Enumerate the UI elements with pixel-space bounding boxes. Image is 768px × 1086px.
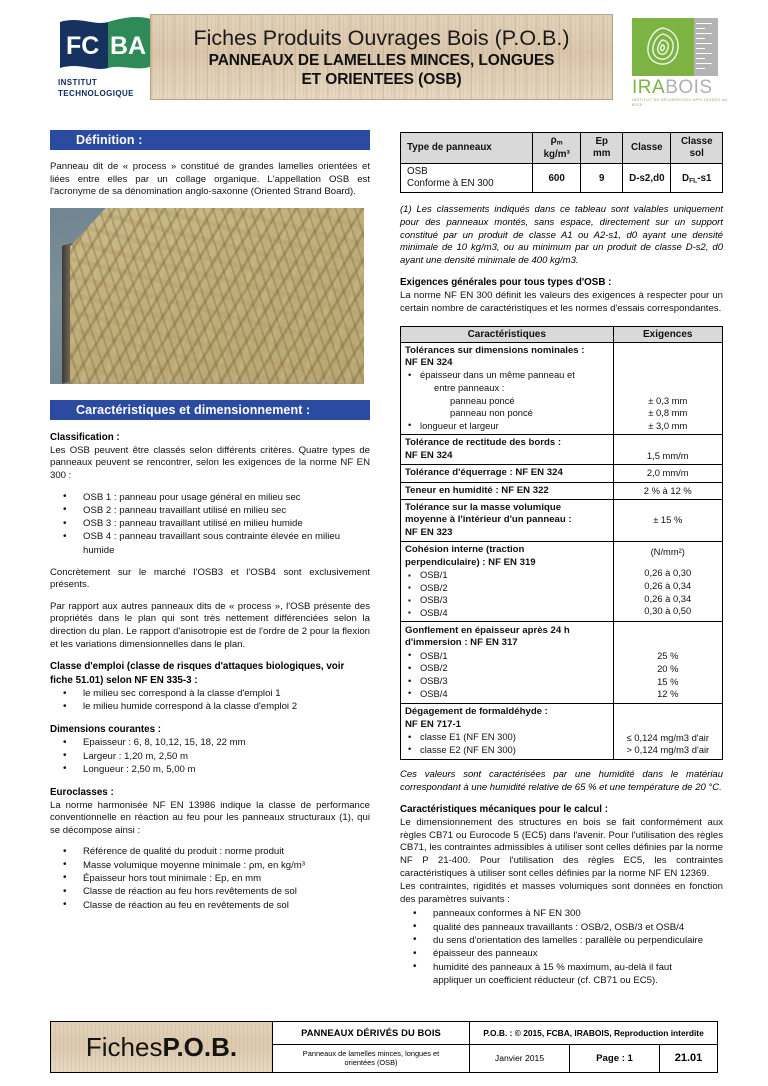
cell-gonflement-values: 25 % 20 % 15 % 12 % xyxy=(613,622,722,703)
table-row xyxy=(401,542,723,622)
dimensions-lead: Dimensions courantes : xyxy=(50,724,162,736)
table-header-row xyxy=(401,326,723,342)
euroclasses-lead: Euroclasses : xyxy=(50,786,114,798)
col-header-type: Type de panneaux xyxy=(401,133,533,164)
footer-description: Panneaux de lamelles minces, longues et orientées (OSB) xyxy=(273,1045,470,1072)
cell-rectitude: Tolérance de rectitude des bords : NF EN 324 xyxy=(401,435,614,465)
cell-rectitude-value: 1,5 mm/m xyxy=(613,435,722,465)
note-valeurs-humidite: Ces valeurs sont caractérisées par une humidité dans le matériau correspondant à une humidité relative de 65 % et une température de 20 °C. xyxy=(400,768,723,793)
cell-classe-sol: $D_{FL}-s1$ xyxy=(671,164,723,193)
list-item: • OSB/3 xyxy=(405,675,609,688)
cell-formaldehyde-values: ≤ 0,124 mg/m3 d'air > 0,124 mg/m3 d'air xyxy=(613,703,722,759)
col-header-classe: Classe xyxy=(623,133,671,164)
document-header xyxy=(0,0,768,118)
list-item: • OSB 4 : panneau travaillant sous contrainte élevée en milieu xyxy=(50,531,370,544)
list-item: • Longueur : 2,50 m, 5,00 m xyxy=(50,764,370,777)
list-item: • OSB/1 xyxy=(405,650,609,663)
list-item: • classe E2 (NF EN 300) xyxy=(405,744,609,757)
list-item: • épaisseur des panneaux xyxy=(400,948,723,961)
footer-row-bottom xyxy=(273,1045,717,1072)
footer-logo-text: Fiches xyxy=(85,1031,163,1062)
osb-panel-surface xyxy=(70,208,364,384)
mecaniques-list xyxy=(400,908,723,987)
footer-copyright: P.O.B. : © 2015, FCBA, IRABOIS, Reproduction interdite xyxy=(483,1027,704,1038)
euroclasses-list xyxy=(50,846,370,912)
list-item: • du sens d'orientation des lamelles : parallèle ou perpendiculaire xyxy=(400,935,723,948)
list-item: • panneaux conformes à NF EN 300 xyxy=(400,908,723,921)
dimensions-list xyxy=(50,737,370,776)
list-item: • OSB 1 : panneau pour usage général en milieu sec xyxy=(50,492,370,505)
exigences-paragraph: La norme NF EN 300 définit les valeurs des exigences à respecter pour un certain nombre de caractéristiques et les normes d'essais correspondantes. xyxy=(400,290,723,315)
document-title: Fiches Produits Ouvrages Bois (P.O.B.) xyxy=(193,26,570,50)
table-row xyxy=(401,703,723,759)
cohesion-unit: (N/mm²) xyxy=(650,545,685,557)
fcba-logo xyxy=(58,16,162,108)
list-item: • Épaisseur hors tout minimale : Ep, en mm xyxy=(50,873,370,886)
cell-masse-volumique: Tolérance sur la masse volumique moyenne à l'intérieur d'un panneau : NF EN 323 xyxy=(401,500,614,542)
cell-masse-volumique-value: ± 15 % xyxy=(613,500,722,542)
list-item: • OSB/2 xyxy=(405,662,609,675)
table-header-row xyxy=(401,133,723,164)
table-row xyxy=(401,500,723,542)
list-item: • Epaisseur : 6, 8, 10,12, 15, 18, 22 mm xyxy=(50,737,370,750)
list-item: • humidité des panneaux à 15 % maximum, au-delà il faut xyxy=(400,962,723,975)
footer-category: PANNEAUX DÉRIVÉS DU BOIS xyxy=(273,1022,470,1044)
list-item: • Référence de qualité du produit : norme produit xyxy=(50,846,370,859)
list-item-continuation: appliquer un coefficient réducteur (cf. CB71 ou EC5). xyxy=(433,974,658,986)
col-header-density xyxy=(533,133,581,164)
list-item: • Classe de réaction au feu en revêtements de sol xyxy=(50,900,370,913)
mecaniques-paragraph-2: Les contraintes, rigidités et masses volumiques sont données en fonction des paramètres suivants : xyxy=(400,881,723,905)
footer-page-number: Page : 1 xyxy=(570,1045,660,1072)
density-unit: kg/m³ xyxy=(543,149,570,161)
note-classements: (1) Les classements indiqués dans ce tableau sont valables uniquement pour des panneaux montés, sans espace, directement sur un support constitué par un produit de classe A1 ou A2-s1, d0 ayant une densité minimale de 10 kg/m3, ou au minimum par un produit de classe D-s2, d0 ayant une densité minimale de 400 kg/m3. xyxy=(400,204,723,266)
document-title-band xyxy=(150,14,613,100)
list-item: • classe E1 (NF EN 300) xyxy=(405,731,609,744)
document-subtitle-line2: ET ORIENTEES (OSB) xyxy=(301,71,462,88)
classe-emploi-list xyxy=(50,688,370,714)
list-item: • le milieu humide correspond à la classe d'emploi 2 xyxy=(50,701,370,714)
mecaniques-paragraph: Le dimensionnement des structures en bois se fait conformément aux règles CB71 ou Eurocode 5 (EC5) dans l'avenir. Pour l'utilisation des règles CB71, les contraintes admissibles à utiliser sont celles définies par la norme NF P 21-400. Pour l'utilisation des règles EC5, les contraintes caractéristiques à utiliser sont celles définies par la norme NF EN 12369. xyxy=(400,817,723,879)
table-row xyxy=(401,164,723,193)
panel-types-table xyxy=(400,132,723,193)
list-item: ▪ OSB/1 xyxy=(405,569,609,582)
section-heading-caracteristiques: Caractéristiques et dimensionnement : xyxy=(50,400,370,420)
cell-formaldehyde: Dégagement de formaldéhyde : NF EN 717-1 • classe E1 (NF EN 300) • classe E2 (NF EN 300) xyxy=(401,703,614,759)
list-item: • Classe de réaction au feu hors revêtements de sol xyxy=(50,886,370,899)
col-header-exigences: Exigences xyxy=(613,326,722,342)
fcba-flag-icon xyxy=(58,16,158,74)
section-heading-definition: Définition : xyxy=(50,130,370,150)
cell-panel-type: OSB Conforme à EN 300 xyxy=(401,164,533,193)
classification-lead: Classification : xyxy=(50,431,120,443)
cell-humidite-value: 2 % à 12 % xyxy=(613,482,722,499)
footer-reference: 21.01 xyxy=(674,1052,703,1065)
cell-tolerances-dimensions: Tolérances sur dimensions nominales : NF EN 324 • épaisseur dans un même panneau et entre panneaux : panneau poncé panneau non poncé • longueur et largeur xyxy=(401,342,614,435)
document-subtitle-line1: PANNEAUX DE LAMELLES MINCES, LONGUES xyxy=(208,52,555,69)
list-item: • longueur et largeur xyxy=(405,420,609,433)
classe-emploi-lead-line1: Classe d'emploi (classe de risques d'attaques biologiques, voir xyxy=(50,661,345,673)
cell-tolerances-values: ± 0,3 mm ± 0,8 mm ± 3,0 mm xyxy=(613,342,722,435)
list-item: • épaisseur dans un même panneau et entre panneaux : panneau poncé panneau non poncé xyxy=(405,369,609,419)
table-row xyxy=(401,435,723,465)
cell-cohesion: Cohésion interne (traction perpendiculaire) : NF EN 319 ▪ OSB/1 ▪ OSB/2 ▪ OSB/3 ▪ OSB/4 xyxy=(401,542,614,622)
irabois-wordmark xyxy=(632,78,730,98)
list-item: • Largeur : 1,20 m, 2,50 m xyxy=(50,751,370,764)
list-item: • le milieu sec correspond à la classe d'emploi 1 xyxy=(50,688,370,701)
table-row xyxy=(401,342,723,435)
list-item: ▪ OSB/2 xyxy=(405,582,609,595)
cell-equerrage-value: 2,0 mm/m xyxy=(613,465,722,482)
cell-cohesion-values: (N/mm²) 0,26 à 0,30 0,26 à 0,34 0,26 à 0,34 0,30 à 0,50 xyxy=(613,542,722,622)
classification-paragraph: Les OSB peuvent être classés selon différents critères. Quatre types de panneaux peuvent se rencontrer, selon les exigences de la norme NF EN 300 : xyxy=(50,444,370,481)
table-row xyxy=(401,465,723,482)
table-row xyxy=(401,622,723,703)
footer-row-top xyxy=(273,1022,717,1045)
fcba-subtitle xyxy=(58,77,162,99)
cell-equerrage: Tolérance d'équerrage : NF EN 324 xyxy=(401,465,614,482)
rho-symbol: $\rho_m$ xyxy=(550,135,563,147)
irabois-word-part2: BOIS xyxy=(665,77,713,98)
cell-thickness: 9 xyxy=(581,164,623,193)
classification-list xyxy=(50,492,370,558)
irabois-mark-icon xyxy=(632,18,718,76)
cell-gonflement: Gonflement en épaisseur après 24 h d'immersion : NF EN 317 • OSB/1 • OSB/2 • OSB/3 • OSB/4 xyxy=(401,622,614,703)
classification-after-paragraph: Concrètement sur le marché l'OSB3 et l'OSB4 sont exclusivement présents. xyxy=(50,566,370,591)
col-header-caracteristiques: Caractéristiques xyxy=(401,326,614,342)
anisotropy-paragraph: Par rapport aux autres panneaux dits de « process », l'OSB présente des propriétés dans le plan qui sont très nettement différenciées selon la direction du plan. Le rapport d'anisotropie est de l'ordre de 2 pour la flexion et les variations dimensionnelles dans le plan. xyxy=(50,600,370,650)
list-item-continuation: humide xyxy=(83,544,115,556)
tree-rings-icon xyxy=(632,18,694,76)
footer-logo xyxy=(51,1022,273,1072)
list-item: • OSB 2 : panneau travaillant utilisé en milieu sec xyxy=(50,505,370,518)
fcba-subtitle-line1: INSTITUT xyxy=(58,78,98,87)
irabois-logo xyxy=(632,18,730,106)
right-column xyxy=(400,132,723,997)
osb-panel-photo xyxy=(50,208,364,384)
cell-classe: D-s2,d0 xyxy=(623,164,671,193)
list-item: • qualité des panneaux travaillants : OSB/2, OSB/3 et OSB/4 xyxy=(400,922,723,935)
irabois-tagline: INSTITUT DE RECHERCHES APPLIQUEES AU BOIS xyxy=(632,98,728,107)
exigences-lead: Exigences générales pour tous types d'OSB : xyxy=(400,277,612,289)
svg-text:BA: BA xyxy=(110,32,147,60)
cell-density: 600 xyxy=(533,164,581,193)
col-header-classe-sol: Classe sol xyxy=(671,133,723,164)
definition-paragraph: Panneau dit de « process » constitué de grandes lamelles orientées et liées entre elles par un collage organique. L'appellation OSB est l'acronyme de sa dénomination anglo-saxonne (Oriented Strand Board). xyxy=(50,161,370,198)
classe-emploi-lead-line2: fiche 51.01) selon NF EN 335-3 : xyxy=(50,675,198,687)
left-column xyxy=(50,130,370,921)
list-item: • Masse volumique moyenne minimale : ρm, en kg/m³ xyxy=(50,860,370,873)
footer-info xyxy=(273,1022,717,1072)
col-header-thickness: Ep mm xyxy=(581,133,623,164)
irabois-word-part1: IRA xyxy=(632,77,666,98)
footer-logo-pob: P.O.B. xyxy=(162,1031,238,1062)
list-item: • OSB/4 xyxy=(405,688,609,701)
table-row xyxy=(401,482,723,499)
list-item: ▪ OSB/3 xyxy=(405,594,609,607)
fcba-subtitle-line2: TECHNOLOGIQUE xyxy=(58,89,134,98)
list-item: ▪ OSB/4 xyxy=(405,607,609,620)
svg-text:FC: FC xyxy=(66,32,100,60)
list-item: • OSB 3 : panneau travaillant utilisé en milieu humide xyxy=(50,518,370,531)
cell-humidite: Teneur en humidité : NF EN 322 xyxy=(401,482,614,499)
euroclasses-paragraph: La norme harmonisée NF EN 13986 indique la classe de performance conventionnelle en réaction au feu pour les panneaux structuraux (1), qui se décompose ainsi : xyxy=(50,799,370,836)
ruler-icon xyxy=(694,18,718,76)
footer-date: Janvier 2015 xyxy=(470,1045,570,1072)
mecaniques-lead: Caractéristiques mécaniques pour le calcul : xyxy=(400,804,608,816)
document-footer xyxy=(50,1021,718,1073)
requirements-table xyxy=(400,326,723,760)
